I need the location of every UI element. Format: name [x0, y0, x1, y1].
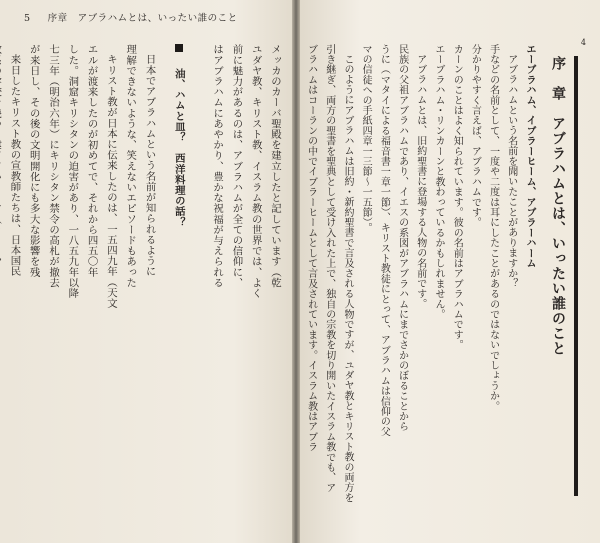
running-head [24, 10, 238, 24]
left-column-a [0, 44, 284, 514]
text-line: アブラハムという名前を聞いたことがありますか？ [505, 54, 517, 289]
text-line [0, 44, 4, 514]
text-line: 分かりやすく言えば、アブラハムです。 [469, 44, 481, 228]
right-page [300, 0, 600, 543]
text-line: うに（マタイによる福音書一章一節）、キリスト教徒にとって、アブラハムは信仰の父 [378, 44, 390, 437]
page-number-left: 5 [24, 13, 31, 24]
right-body [301, 44, 538, 514]
epigraph-line: エーブラハム、イブラーヒーム、アブラーハーム [524, 44, 535, 269]
text-line: エーブラハム・リンカーンと教わっているかもしれません。 [432, 44, 444, 320]
text-line: はアブラハムにあやかり、豊かな祝福が与えられる [211, 44, 224, 288]
text-line: 理解できないような、笑えないエピソードもあった [124, 44, 137, 288]
text-line: キリスト教が日本に伝来したのは、一五四九年（天文 [104, 54, 117, 309]
text-line: ブラハムはコーランの中でイブラーヒームとして言及されています。イスラム教はアブラ [305, 44, 317, 452]
page-number-right: 4 [580, 38, 586, 47]
left-page [0, 0, 292, 543]
text-line: 引き継ぎ、両方の聖書を聖典として受け入れた上で、独自の宗教を切り開いたイスラム教でも、ア [323, 44, 335, 493]
square-bullet-icon [175, 44, 183, 52]
section-heading: 油、ハムと皿？ 西洋料理の話？ [169, 44, 188, 514]
text-line: 手などの名前として、一度や二度は耳にしたことがあるのではないでしょうか。 [487, 44, 499, 412]
text-line: 来日したキリスト教の宣教師たちは、日本国民 [8, 54, 21, 277]
book-gutter [292, 0, 300, 543]
text-line: した。洞窟キリシタンの迫害があり、一八五九年以降 [66, 44, 79, 299]
text-line: このようにアブラハムは旧約・新約聖書で言及される人物ですが、ユダヤ教とキリスト教の両方を [341, 54, 353, 503]
text-line: 七三年（明治六年）にキリシタン禁令の高札が撤去 [47, 44, 60, 288]
text-line: エルが渡来したのが初めてで、それから四五〇年 [85, 44, 98, 278]
text-line: 前に魅力があるのは、アブラハムが全ての信仰に、 [230, 44, 243, 288]
text-line: 日本でアブラハムという名前が知られるように [143, 54, 156, 277]
text-line: マの信徒への手紙四章一三節〜一五節）。 [360, 44, 372, 233]
text-line: アブラハムとは、旧約聖書に登場する人物の名前です。 [414, 54, 426, 309]
running-head-title: 序章 アブラハムとは、いったい誰のこと [47, 13, 238, 24]
text-line: ユダヤ教、キリスト教、イスラム教の世界では、よく [249, 44, 262, 299]
text-line: が来日し、その後の文明開化にも多大な影響を残 [27, 44, 40, 278]
text-line: メッカのカーバ聖殿を建立したと記しています（乾 [269, 44, 281, 288]
text-line: カーンのことはよく知られています。彼の名前はアブラハムです。 [451, 44, 463, 350]
chapter-title: 序 章 アブラハムとは、いったい誰のこと [538, 56, 578, 496]
text-line: 民族の父祖アブラハムであり、イエスの系図がアブラハムにまでさかのぼることから [396, 44, 408, 432]
